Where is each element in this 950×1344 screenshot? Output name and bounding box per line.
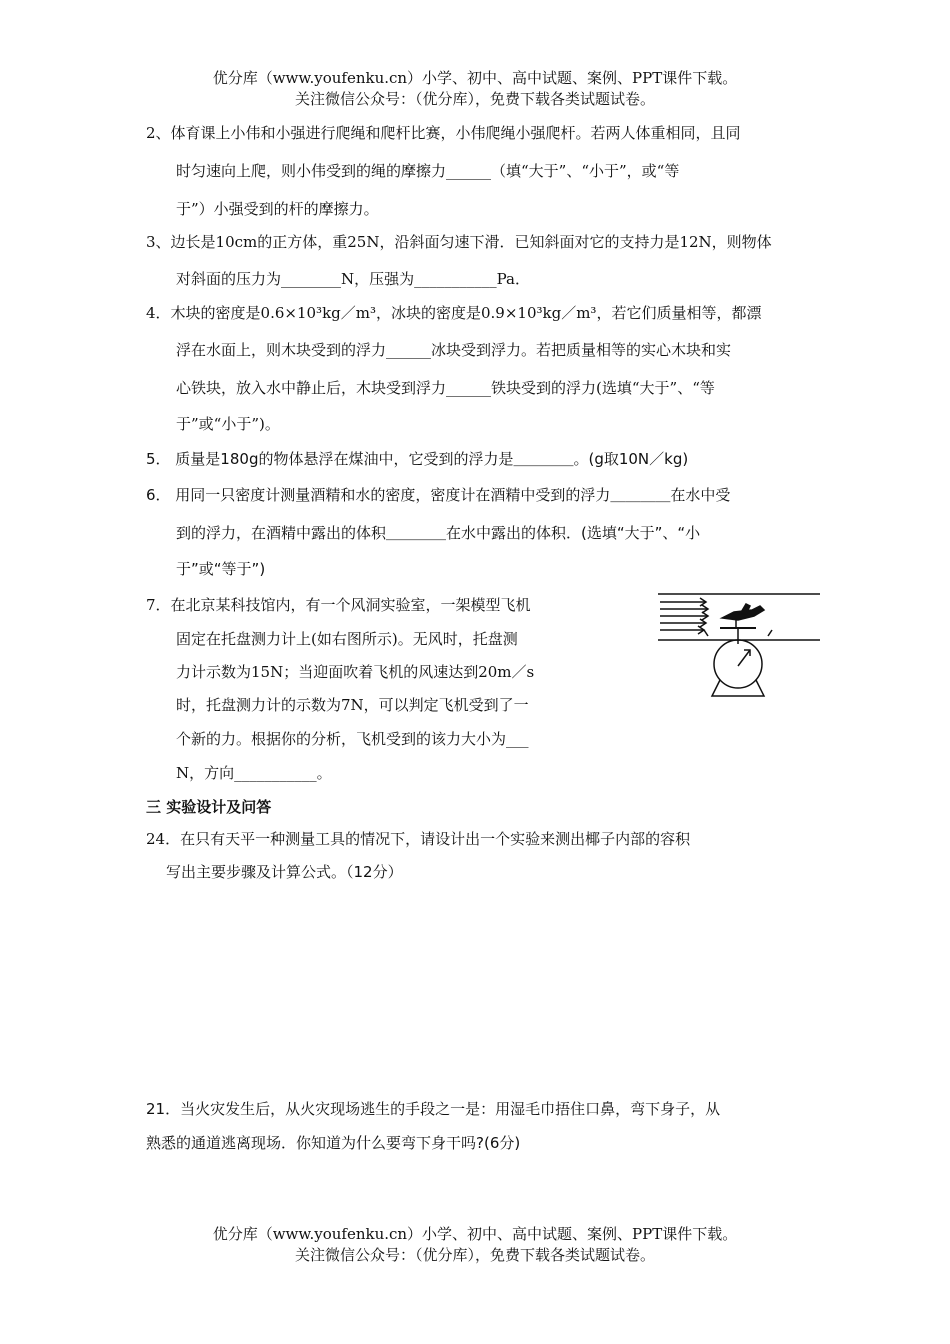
q4-line-2: 浮在水面上，则木块受到的浮力______冰块受到浮力。若把质量相等的实心木块和实: [176, 341, 732, 359]
q7-line-2: 固定在托盘测力计上(如右图所示)。无风时，托盘测: [176, 630, 518, 648]
footer-line-1: 优分库（www.youfenku.cn）小学、初中、高中试题、案例、PPT课件下载。: [212, 1225, 738, 1243]
q7-line-3: 力计示数为15N；当迎面吹着飞机的风速达到20m／s: [176, 663, 535, 681]
q7-line-5: 个新的力。根据你的分析，飞机受到的该力大小为___: [176, 730, 529, 748]
q24-line-2: 写出主要步骤及计算公式。（12分）: [166, 863, 403, 881]
q24-line-1: 24．在只有天平一种测量工具的情况下，请设计出一个实验来测出椰子内部的容积: [146, 830, 691, 848]
q6-line-3: 于”或“等于”): [176, 560, 266, 578]
header-line-2: 关注微信公众号：（优分库），免费下载各类试题试卷。: [294, 90, 655, 108]
q4-line-3: 心铁块，放入水中静止后，木块受到浮力______铁块受到的浮力(选填“大于”、“等: [176, 379, 715, 397]
q7-line-1: 7．在北京某科技馆内，有一个风洞实验室，一架模型飞机: [146, 596, 531, 614]
q3-line-2: 对斜面的压力为________N，压强为___________Pa．: [176, 270, 530, 288]
q6-line-1: 6． 用同一只密度计测量酒精和水的密度，密度计在酒精中受到的浮力＿＿＿＿在水中受: [146, 486, 731, 504]
q3-line-1: 3、边长是10cm的正方体，重25N，沿斜面匀速下滑．已知斜面对它的支持力是12N，则物体: [146, 233, 772, 251]
q2-line-3: 于”）小强受到的杆的摩擦力。: [176, 200, 379, 218]
wind-arrows-icon: [660, 598, 708, 634]
q7-line-4: 时，托盘测力计的示数为7N，可以判定飞机受到了一: [176, 696, 529, 714]
q4-line-1: 4．木块的密度是0.6×10³kg／m³，冰块的密度是0.9×10³kg／m³，若它们质量相等，都漂: [146, 304, 762, 322]
q5-line-1: 5． 质量是180g的物体悬浮在煤油中，它受到的浮力是＿＿＿＿。(g取10N／kg): [146, 450, 689, 468]
section-3-title: 三 实验设计及问答: [146, 798, 272, 816]
header-line-1: 优分库（www.youfenku.cn）小学、初中、高中试题、案例、PPT课件下载。: [212, 69, 738, 87]
page-header: [0, 68, 950, 110]
q6-line-2: 到的浮力，在酒精中露出的体积＿＿＿＿在水中露出的体积．(选填“大于”、“小: [176, 524, 701, 542]
scale-dial-icon: [714, 640, 762, 688]
wind-tunnel-diagram: [656, 588, 824, 708]
q2-line-1: 2、体育课上小伟和小强进行爬绳和爬杆比赛，小伟爬绳小强爬杆。若两人体重相同，且同: [146, 124, 741, 142]
q21-line-2: 熟悉的通道逃离现场．你知道为什么要弯下身干吗?(6分): [146, 1134, 521, 1152]
dial-needle: [738, 650, 750, 666]
page-footer: [0, 1224, 950, 1266]
footer-line-2: 关注微信公众号：（优分库），免费下载各类试题试卷。: [294, 1246, 655, 1264]
q21-line-1: 21．当火灾发生后，从火灾现场逃生的手段之一是：用湿毛巾捂住口鼻，弯下身子，从: [146, 1100, 721, 1118]
model-airplane-icon: [722, 604, 764, 628]
q4-line-4: 于”或“小于”)。: [176, 415, 280, 433]
wind-tunnel-figure: [656, 588, 824, 708]
q7-line-6: N，方向___________。: [176, 764, 332, 782]
q2-line-2: 时匀速向上爬，则小伟受到的绳的摩擦力______（填“大于”、“小于”，或“等: [176, 162, 680, 180]
